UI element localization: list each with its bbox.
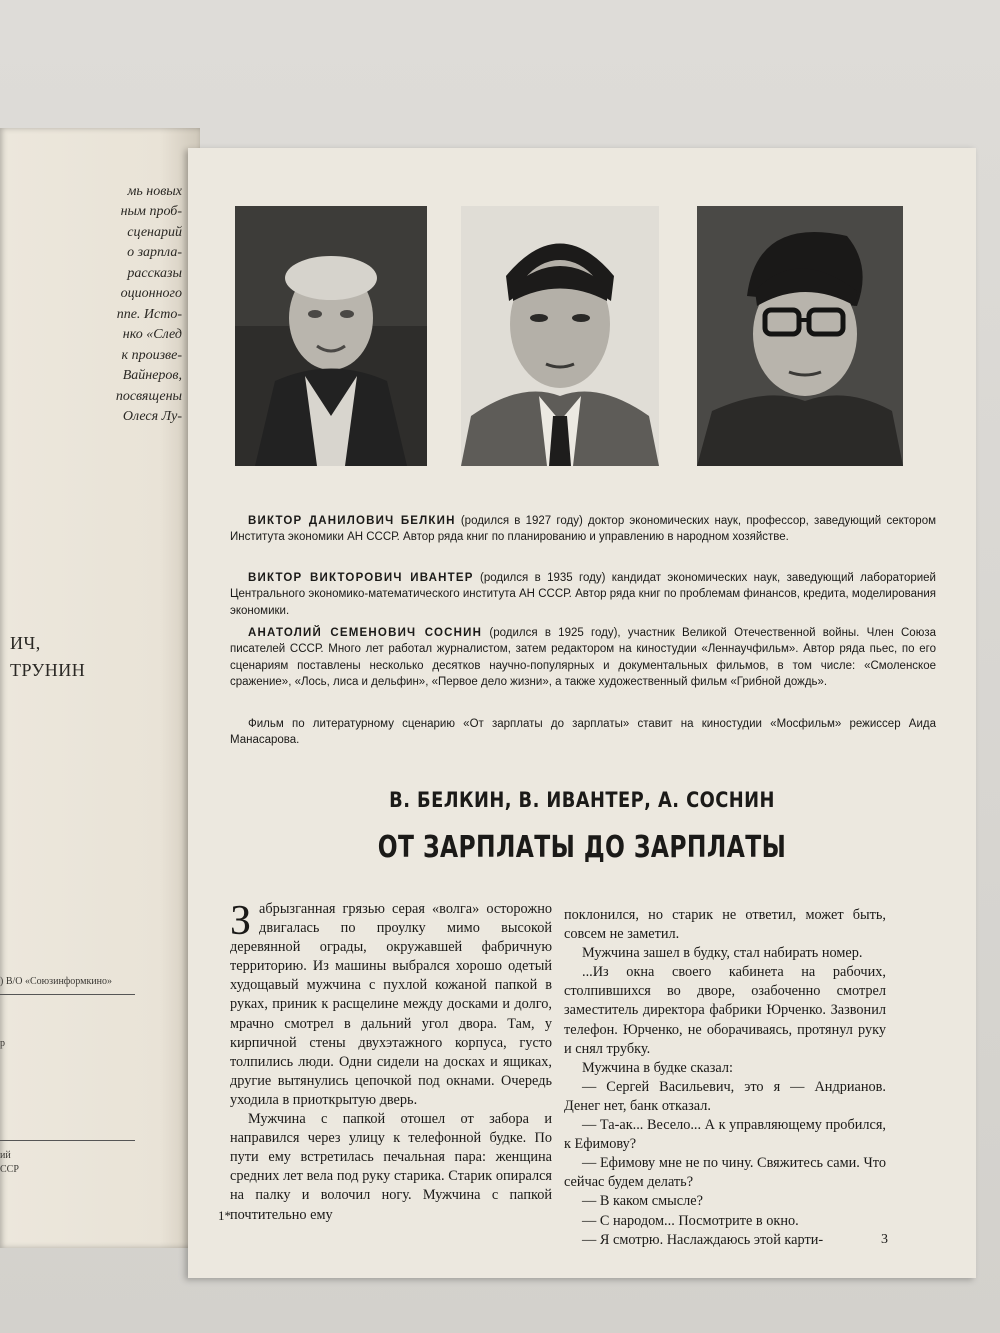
left-text-line: Олеся Лу-	[122, 409, 182, 424]
left-text-line: ппе. Исто-	[116, 307, 182, 322]
bio-name: ВИКТОР ДАНИЛОВИЧ БЕЛКИН	[248, 515, 456, 527]
bio-name: АНАТОЛИЙ СЕМЕНОВИЧ СОСНИН	[248, 627, 483, 639]
signature-mark: 1*	[218, 1208, 231, 1223]
paragraph: — Сергей Васильевич, это я — Андрианов. Денег нет, банк отказал.	[564, 1078, 886, 1114]
bio-text: (родился в 1925 году), участник Великой Отечественной войны. Член Союза писателей СССР. Много лет работал журналистом, затем редактором на киностудии «Леннаучфильм». Автор ряда пьес, по его сценариям поставлены несколько десятков научно-популярных и документальных фильмов, в том числе: «Смоленское сражение», «Лось, лиса и дельфин», «Первое дело жизни», а также художественный фильм «Грибной дождь».	[230, 627, 936, 689]
paragraph: — Я смотрю. Наслаждаюсь этой карти-	[582, 1231, 824, 1248]
left-author-name: ИЧ,	[10, 633, 41, 653]
article-title: ОТ ЗАРПЛАТЫ ДО ЗАРПЛАТЫ	[377, 830, 787, 865]
paragraph: — Та-ак... Весело... А к управляющему пробился, к Ефимову?	[564, 1117, 886, 1153]
left-text-line: ным проб-	[120, 204, 182, 219]
bio-name: ВИКТОР ВИКТОРОВИЧ ИВАНТЕР	[248, 572, 474, 584]
left-text-line: к произве-	[121, 348, 182, 363]
article-authors: В. БЕЛКИН, В. ИВАНТЕР, А. СОСНИН	[389, 788, 775, 812]
paragraph: — В каком смысле?	[582, 1193, 703, 1210]
left-imprint: ий	[0, 1150, 11, 1161]
text-column-left	[230, 900, 552, 1225]
paragraph: — С народом... Посмотрите в окно.	[582, 1212, 799, 1229]
left-text-line: посвящены	[115, 389, 182, 404]
film-note-text: Фильм по литературному сценарию «От зарплаты до зарплаты» ставит на киностудии «Мосфильм» режиссер Аида Манасарова.	[230, 718, 936, 747]
paragraph: — Ефимову мне не по чину. Свяжитесь сами. Что сейчас будем делать?	[564, 1155, 886, 1191]
left-imprint: ) В/О «Союзинформкино»	[0, 976, 113, 987]
film-note	[230, 716, 936, 749]
portrait-photo-sosnin	[697, 206, 903, 466]
divider	[0, 1140, 135, 1141]
left-text-line: рассказы	[127, 266, 182, 281]
divider	[0, 994, 135, 995]
paragraph	[230, 900, 552, 1110]
left-author-name: ТРУНИН	[10, 660, 86, 680]
page-number: 3	[881, 1232, 888, 1247]
left-imprint: р	[0, 1038, 5, 1049]
paragraph: Мужчина в будке сказал:	[582, 1059, 733, 1076]
left-text-line: сценарий	[127, 225, 182, 240]
drop-cap: З	[230, 898, 252, 944]
magazine-page	[188, 148, 976, 1278]
bio-sosnin	[230, 625, 936, 691]
left-text-line: Вайнеров,	[122, 368, 182, 383]
portrait-photo-belkin	[235, 206, 427, 466]
text-column-right	[564, 906, 886, 1250]
paragraph: поклонился, но старик не ответил, может быть, совсем не заметил.	[564, 907, 886, 943]
bio-belkin	[230, 513, 936, 546]
left-text-line: нко «След	[122, 327, 182, 342]
bio-text: (родился в 1935 году) кандидат экономических наук, заведующий лабораторией Центрального экономико-математического института АН СССР. Автор ряда книг по проблемам финансов, кредита, моделирования экономики.	[230, 572, 936, 617]
portrait-photo-ivanter	[461, 206, 659, 466]
paragraph-text: абрызганная грязью серая «волга» осторожно двигалась по проулку мимо высокой деревянной ограды, окружавшей фабричную территорию. Из машины выбрался хорошо одетый худощавый мужчина с пухлой кожаной папкой в руках, приник к расщелине между досками и долго, мрачно смотрел в дальний угол двора. Там, у кирпичной стены двухэтажного корпуса, густо толпились люди. Одни сидели на досках и ящиках, другие вытянулись цепочкой под окнами. Очередь уходила в приоткрытую дверь.	[230, 901, 552, 1108]
previous-page	[0, 128, 200, 1248]
bio-ivanter	[230, 570, 936, 619]
left-text-line: о зарпла-	[127, 245, 182, 260]
paragraph: ...Из окна своего кабинета на рабочих, столпившихся во дворе, озабоченно смотрел заместитель директора фабрики Юрченко. Зазвонил телефон. Юрченко, не оборачиваясь, протянул руку и снял трубку.	[564, 964, 886, 1057]
left-imprint: ССР	[0, 1164, 19, 1175]
left-text-line: мь новых	[127, 184, 182, 199]
bio-text: (родился в 1927 году) доктор экономических наук, профессор, заведующий сектором Института экономики АН СССР. Автор ряда книг по планированию и управлению в народном хозяйстве.	[230, 515, 936, 544]
paragraph: Мужчина зашел в будку, стал набирать номер.	[582, 945, 863, 962]
left-text-line: оционного	[120, 286, 182, 301]
paragraph: Мужчина с папкой отошел от забора и направился через улицу к телефонной будке. По пути ему встретилась печальная пара: женщина средних лет вела под руку старика. Старик опирался на палку и волочил ногу. Мужчина с папкой почтительно ему	[230, 1111, 552, 1223]
